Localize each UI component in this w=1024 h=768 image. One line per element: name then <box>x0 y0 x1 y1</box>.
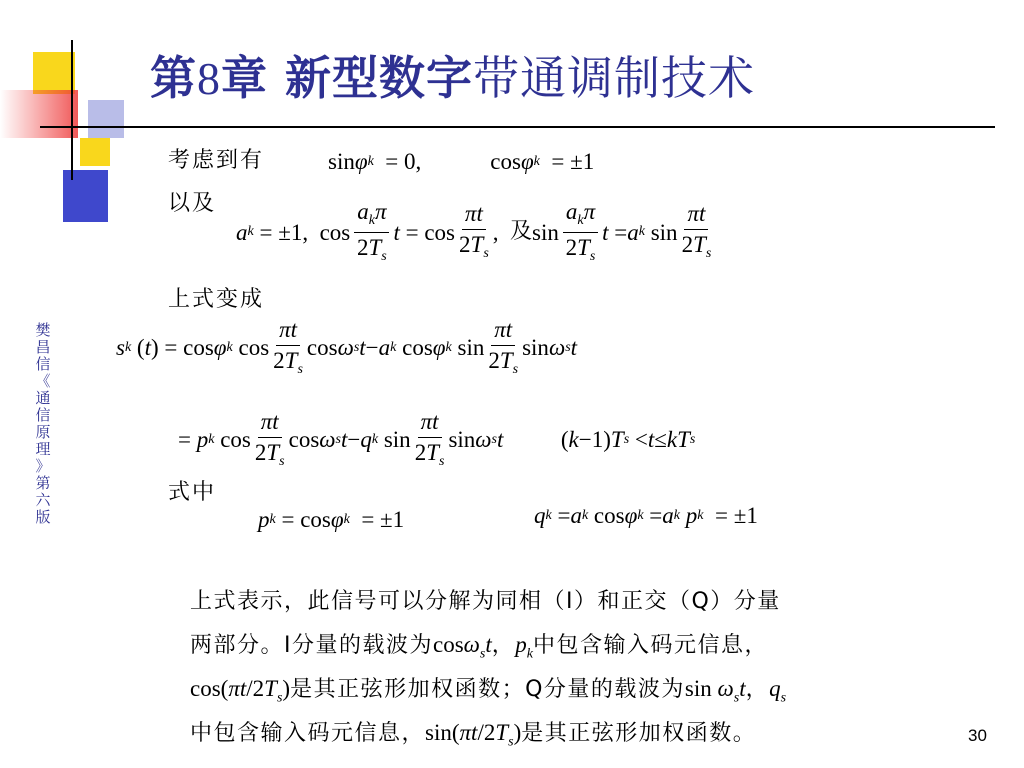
title-prefix: 第 <box>150 51 197 105</box>
paragraph-line-2 <box>190 628 980 663</box>
title-rest: 带通调制技术 <box>473 51 756 105</box>
page-title <box>150 42 755 108</box>
math-sin-weight: $\sin(\pi t/2T_s)$ <box>425 720 522 750</box>
equation-sin-cos-phi: sin φ k = 0, cos φ k = ±1 <box>328 149 595 174</box>
math-qs: $q_s$ <box>769 676 787 706</box>
equation-pk: p k = cos φ k = ±1 <box>258 507 405 532</box>
blue-square-small <box>88 100 124 138</box>
label-and-inline: 及 <box>510 219 533 245</box>
label-consider: 考虑到有 <box>168 148 265 173</box>
math-cos-weight: $\cos(\pi t/2T_s)$ <box>190 676 291 706</box>
label-where: 式中 <box>168 480 217 505</box>
title-underline <box>40 126 995 128</box>
paragraph-line-4a: 中包含输入码元信息， <box>190 721 426 746</box>
yellow-square-top <box>33 52 75 94</box>
title-bold-part: 新型数字 <box>285 51 474 105</box>
math-pk: $p_k$ <box>515 632 533 662</box>
paragraph-line-1: 上式表示，此信号可以分解为同相（I）和正交（Q）分量 <box>190 589 781 614</box>
sidebar-book-credit: 樊昌信《通信原理》第六版 <box>35 321 51 526</box>
paragraph-line-3a: 是其正弦形加权函数；Q分量的载波为 <box>290 677 685 702</box>
title-chapter: 章 <box>221 51 286 105</box>
label-becomes: 上式变成 <box>168 287 265 312</box>
paragraph-line-3b: ， <box>745 677 770 702</box>
math-sin-omega: $\sin \omega_st$ <box>684 676 746 706</box>
vertical-line <box>71 40 73 180</box>
equation-qk: q k = a k cos φ k = a k p k = ±1 <box>534 503 758 528</box>
red-gradient-bar <box>0 90 78 138</box>
paragraph-line-4b: 是其正弦形加权函数。 <box>521 721 757 746</box>
paragraph-line-2b: ， <box>491 633 516 658</box>
equation-ak-identities: a k = ±1, cos $\frac{a_k\pi}{2T_s}$ t = cos $\frac{\pi t}{2T_s}$ , 及 sin $\frac{a_k\pi}{2T_s}$ t = a k sin $\frac{\pi t}{2T_s}$ <box>236 199 712 264</box>
paragraph-line-2c: 中包含输入码元信息， <box>533 633 769 658</box>
title-chapter-number: 8 <box>197 53 221 104</box>
paragraph-line-2a: 两部分。I分量的载波为 <box>190 633 433 658</box>
paragraph-line-4 <box>190 716 980 751</box>
equation-sk-expanded: s k ( t ) = cos φ k cos $\frac{\pi t}{2T_s}$ cos ω s t − a k cos φ k sin $\frac{\pi t}{2T_s}$ sin ω s t <box>116 317 578 378</box>
label-and: 以及 <box>168 191 217 216</box>
blue-square-large <box>63 170 108 222</box>
math-cos-omega: cosω$_s$t <box>433 632 492 662</box>
paragraph-line-3 <box>190 672 980 707</box>
yellow-square-mid <box>80 138 110 166</box>
equation-sk-pq-form: = p k cos $\frac{\pi t}{2T_s}$ cos ω s t − q k sin $\frac{\pi t}{2T_s}$ sin ω s t ( k −1) T s < t ≤ kT s <box>178 409 696 470</box>
page-number: 30 <box>968 726 987 745</box>
